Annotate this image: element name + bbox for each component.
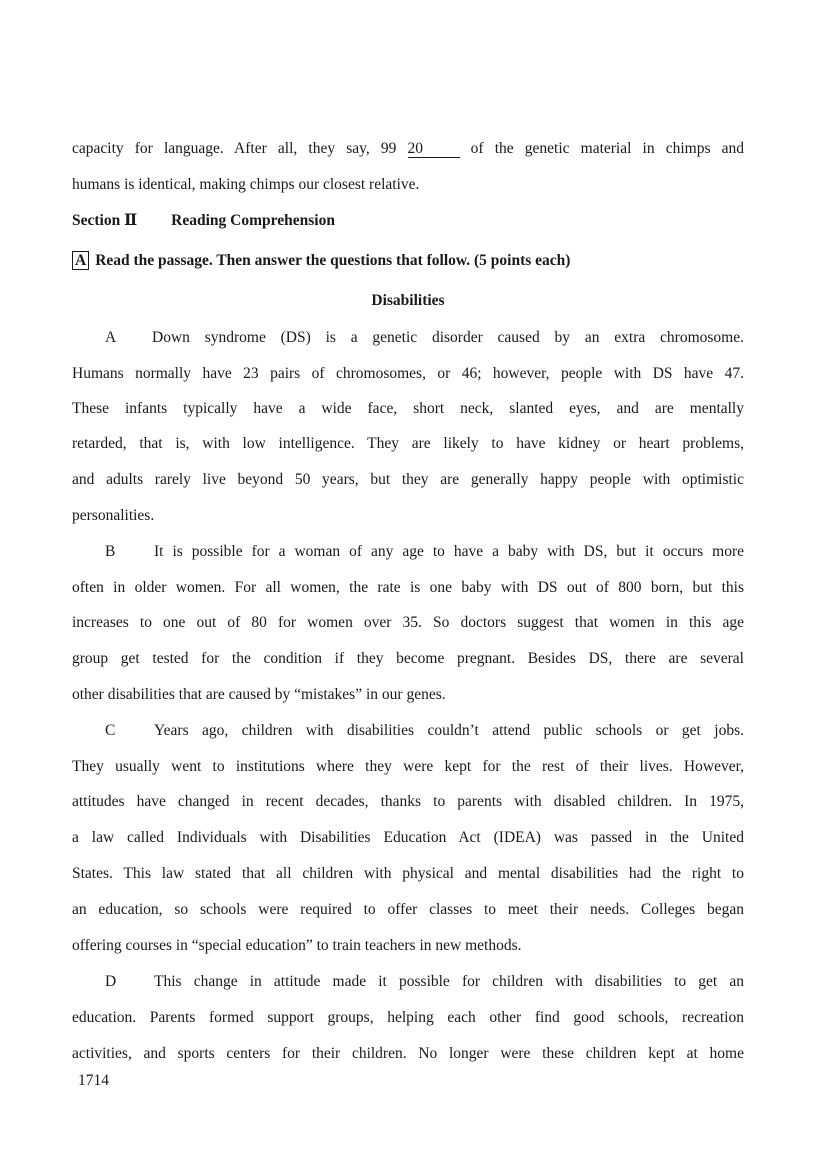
fill-in-blank: 20 [408, 140, 460, 158]
passage-title: Disabilities [371, 292, 445, 309]
paragraph-b-text-1: It is possible for a woman of any age to have a baby with DS, but it occurs more [154, 543, 744, 560]
paragraph-a-mark: A [105, 329, 117, 346]
instruction-line [72, 251, 744, 271]
paragraph-a-line-3: These infants typically have a wide face, short neck, slanted eyes, and are mentally [72, 400, 744, 417]
paragraph-b-line-5: other disabilities that are caused by “mistakes” in our genes. [72, 686, 446, 703]
section-title: Reading Comprehension [171, 212, 335, 229]
paragraph-c-line-5: States. This law stated that all children with physical and mental disabilities had the right to [72, 865, 744, 882]
paragraph-c-mark: C [105, 722, 116, 739]
instruction-text: Read the passage. Then answer the questions that follow. [95, 252, 471, 269]
header-line-1 [72, 139, 744, 159]
paragraph-c-line-2: They usually went to institutions where they were kept for the rest of their lives. However, [72, 758, 744, 775]
header-line-1-post: of the genetic material in chimps and [470, 140, 745, 157]
paragraph-a-line-5: and adults rarely live beyond 50 years, but they are generally happy people with optimistic [72, 471, 744, 488]
paragraph-a-line-6: personalities. [72, 507, 155, 524]
paragraph-a-line-2: Humans normally have 23 pairs of chromosomes, or 46; however, people with DS have 47. [72, 365, 744, 382]
paragraph-a-line-4: retarded, that is, with low intelligence. They are likely to have kidney or heart problems, [72, 435, 744, 452]
paragraph-b-line-3: increases to one out of 80 for women over 35. So doctors suggest that women in this age [72, 614, 744, 631]
paragraph-c-line-4: a law called Individuals with Disabilities Education Act (IDEA) was passed in the United [72, 829, 744, 846]
paragraph-d-line-3: activities, and sports centers for their children. No longer were these children kept at home [72, 1045, 744, 1062]
paragraph-a-text-1: Down syndrome (DS) is a genetic disorder caused by an extra chromosome. [152, 329, 744, 346]
paragraph-b-line-2: often in older women. For all women, the rate is one baby with DS out of 800 born, but this [72, 579, 744, 596]
instruction-box-label: A [72, 251, 89, 270]
paragraph-d-line-1 [72, 972, 744, 992]
paragraph-a-line-1 [72, 328, 744, 348]
paragraph-b-line-1 [72, 542, 744, 562]
section-label: Section [72, 212, 121, 229]
paragraph-c-line-1 [72, 721, 744, 741]
section-heading [72, 211, 744, 231]
paragraph-d-mark: D [105, 973, 117, 990]
paragraph-d-line-2: education. Parents formed support groups, helping each other find good schools, recreation [72, 1009, 744, 1026]
instruction-points: (5 points each) [474, 252, 571, 269]
paragraph-d-text-1: This change in attitude made it possible for children with disabilities to get an [154, 973, 744, 990]
paragraph-b-line-4: group get tested for the condition if they become pregnant. Besides DS, there are several [72, 650, 744, 667]
paragraph-c-line-3: attitudes have changed in recent decades, thanks to parents with disabled children. In 1975, [72, 793, 744, 810]
paragraph-c-line-6: an education, so schools were required to offer classes to meet their needs. Colleges began [72, 901, 744, 918]
header-line-1-pre: capacity for language. After all, they say, 99 [72, 140, 397, 157]
header-line-2: humans is identical, making chimps our closest relative. [72, 176, 420, 193]
section-numeral: Ⅱ [124, 212, 138, 229]
paragraph-b-mark: B [105, 543, 116, 560]
page-number: 1714 [78, 1072, 109, 1089]
paragraph-c-text-1: Years ago, children with disabilities couldn’t attend public schools or get jobs. [154, 722, 744, 739]
paragraph-c-line-7: offering courses in “special education” to train teachers in new methods. [72, 937, 522, 954]
